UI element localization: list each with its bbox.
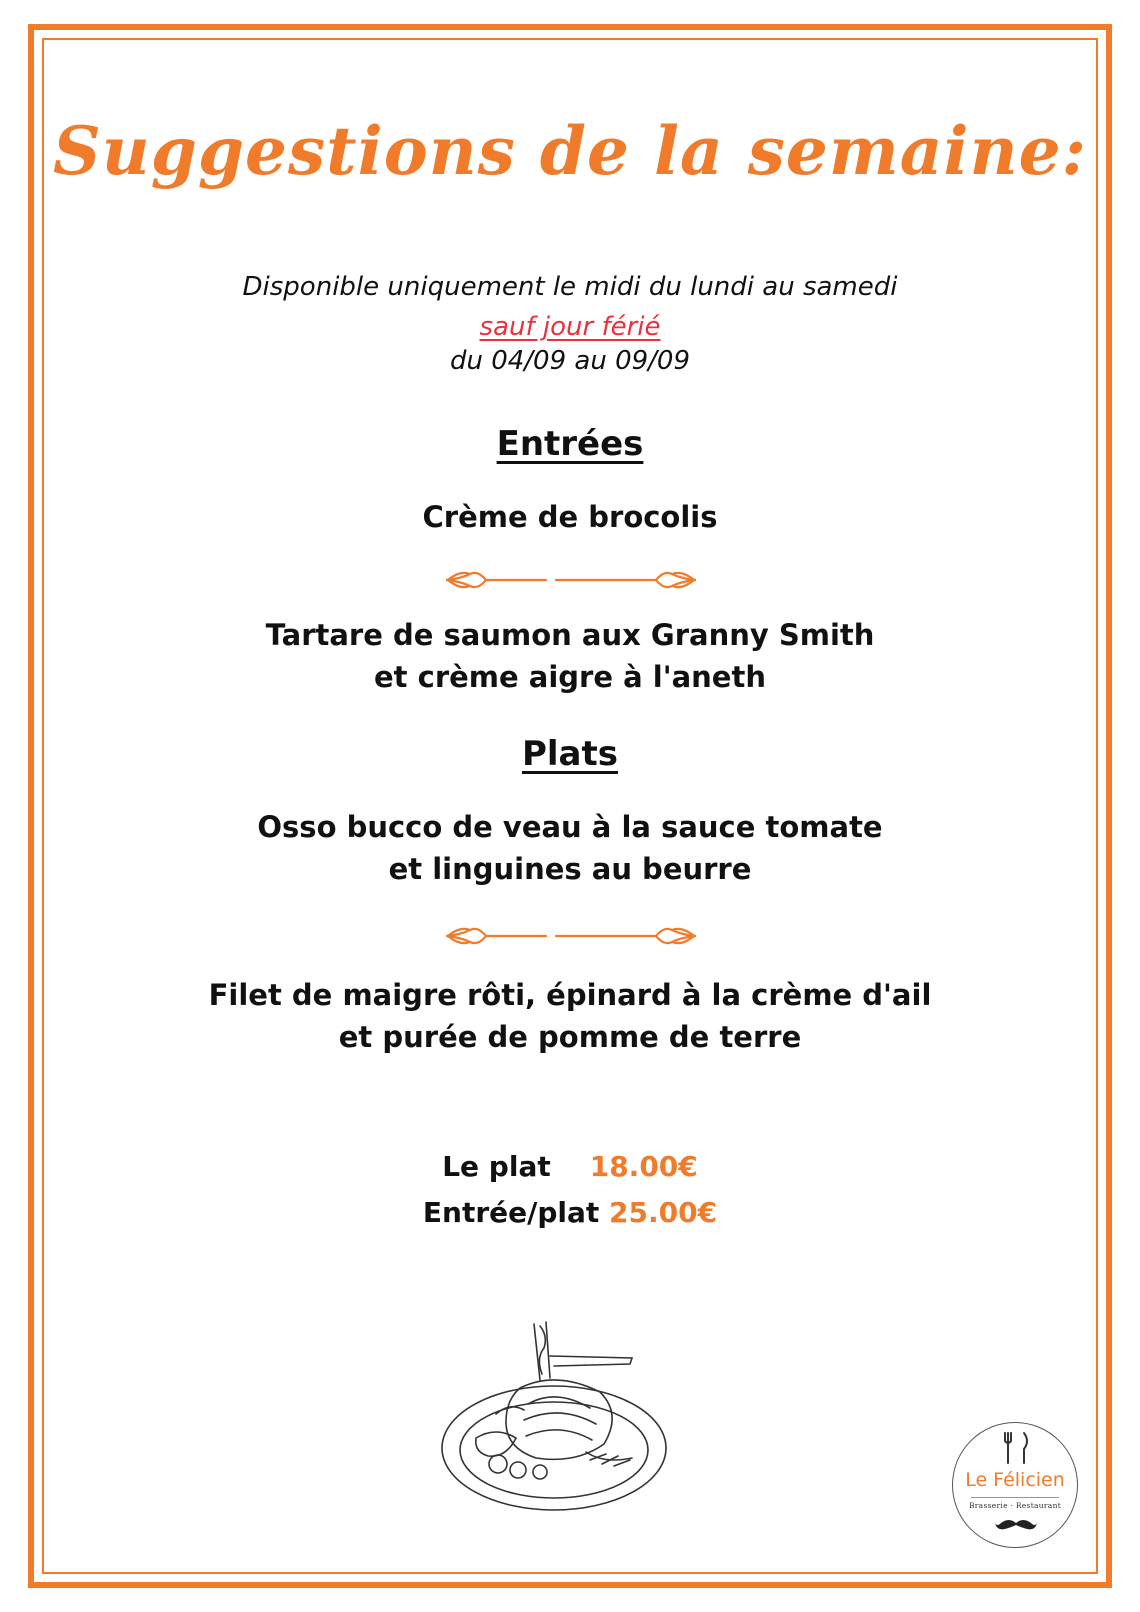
entree-1-line-1: Crème de brocolis — [422, 500, 718, 534]
plat-2-line-1: Filet de maigre rôti, épinard à la crème d'ail — [208, 978, 932, 1012]
fork-knife-icon — [1000, 1431, 1032, 1465]
price-entree-plat-label: Entrée/plat — [422, 1196, 600, 1229]
date-range: du 04/09 au 09/09 — [449, 346, 691, 376]
entrees-heading: Entrées — [496, 424, 644, 464]
restaurant-logo — [952, 1422, 1078, 1548]
logo-divider — [971, 1497, 1059, 1498]
plat-item-1 — [0, 806, 1140, 890]
price-plat-label: Le plat — [442, 1150, 551, 1183]
price-entree-plat-value: 25.00€ — [609, 1196, 718, 1229]
entree-item-2 — [0, 614, 1140, 698]
plat-2-line-2: et purée de pomme de terre — [338, 1020, 802, 1054]
plat-item-2 — [0, 974, 1140, 1058]
price-entree-plat — [0, 1196, 1140, 1229]
holiday-exception: sauf jour férié — [479, 312, 661, 342]
entree-item-1 — [0, 496, 1140, 538]
availability-text: Disponible uniquement le midi du lundi au samedi — [242, 272, 898, 302]
entree-2-line-1: Tartare de saumon aux Granny Smith — [265, 618, 875, 652]
logo-tagline: Brasserie · Restaurant — [968, 1501, 1062, 1510]
plat-1-line-1: Osso bucco de veau à la sauce tomate — [257, 810, 883, 844]
entree-2-line-2: et crème aigre à l'aneth — [374, 660, 766, 694]
plat-1-line-2: et linguines au beurre — [388, 852, 752, 886]
leaf-arrow-divider-icon — [446, 560, 696, 600]
price-plat-value: 18.00€ — [589, 1150, 698, 1183]
lamb-rack-plate-illustration — [436, 1318, 682, 1518]
mustache-icon — [995, 1517, 1037, 1533]
leaf-arrow-divider-icon — [446, 916, 696, 956]
page-title: Suggestions de la semaine: — [53, 112, 1087, 190]
plats-heading: Plats — [521, 734, 618, 774]
logo-name: Le Félicien — [965, 1469, 1065, 1491]
price-plat — [0, 1150, 1140, 1183]
